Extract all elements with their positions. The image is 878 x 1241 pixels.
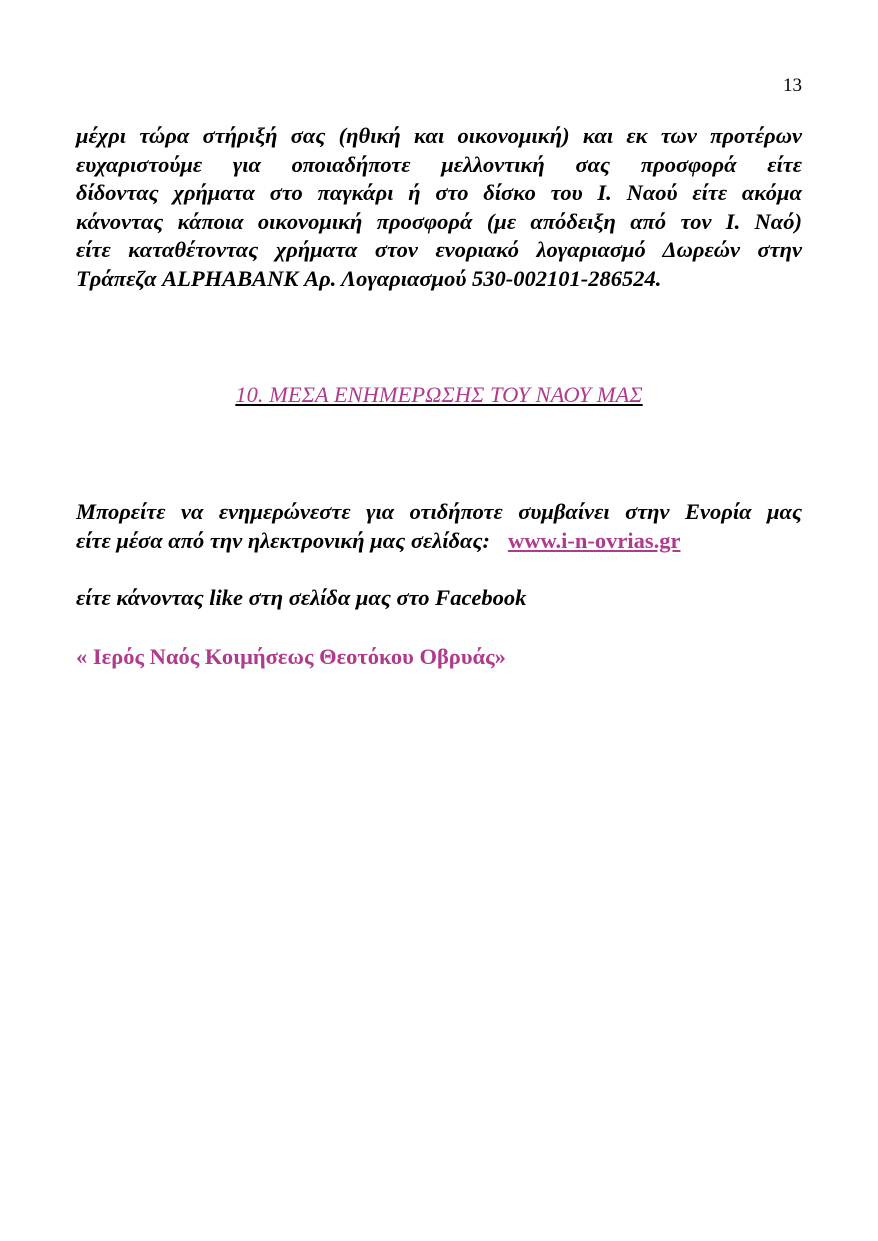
paragraph-line: ευχαριστούμε για οποιαδήποτε μελλοντική σας προσφορά είτε xyxy=(76,151,802,177)
info-line: Μπορείτε να ενημερώνεστε για οτιδήποτε συμβαίνει στην Ενορία μας xyxy=(76,499,802,524)
paragraph-line: Τράπεζα ALPHABANK Αρ. Λογαριασμού 530-002101-286524. xyxy=(76,265,662,291)
paragraph-line: κάνοντας κάποια οικονομική προσφορά (με απόδειξη από τον Ι. Ναό) xyxy=(76,208,802,234)
paragraph-line: μέχρι τώρα στήριξή σας (ηθική και οικονομική) και εκ των προτέρων xyxy=(76,123,802,148)
church-name: « Ιερός Ναός Κοιμήσεως Θεοτόκου Οβρυάς» xyxy=(76,644,506,669)
paragraph-line: είτε καταθέτοντας χρήματα στον ενοριακό λογαριασμό Δωρεών στην xyxy=(76,237,802,262)
paragraph-line: δίδοντας χρήματα στο παγκάρι ή στο δίσκο του Ι. Ναού είτε ακόμα xyxy=(76,180,802,205)
page-number: 13 xyxy=(783,75,802,96)
facebook-line: είτε κάνοντας like στη σελίδα μας στο Facebook xyxy=(76,585,527,610)
info-line-text: είτε μέσα από την ηλεκτρονική μας σελίδας: xyxy=(76,527,490,553)
section-heading xyxy=(0,382,878,408)
facebook-paragraph xyxy=(76,584,802,613)
info-paragraph xyxy=(76,498,802,555)
info-line-with-link xyxy=(76,527,802,556)
website-link[interactable]: www.i-n-ovrias.gr xyxy=(507,527,681,553)
section-heading-text: 10. ΜΕΣΑ ΕΝΗΜΕΡΩΣΗΣ ΤΟΥ ΝΑΟΥ ΜΑΣ xyxy=(235,382,643,407)
donation-paragraph xyxy=(76,122,802,293)
